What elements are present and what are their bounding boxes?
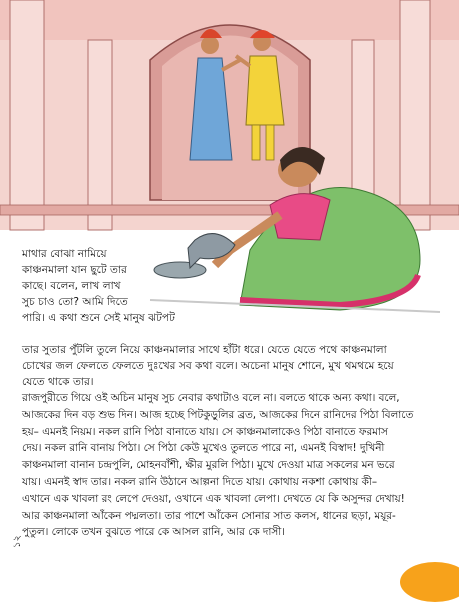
text-line: যায়। এমনই স্বাদ তার। নকল রানি উঠানে আল্পনা দিতে যায়। কোথায় নকশা কোথায় কী– [22, 475, 378, 488]
fish [188, 234, 235, 268]
text-line: চোখের জল ফেলতে ফেলতে দুঃখের সব কথা বলে। অচেনা মানুষ শোনে, মুখ থমথমে হয়ে [22, 360, 394, 372]
column-left-2 [88, 40, 112, 230]
text-line: কাঞ্চনমালা বানান চন্দ্রপুলি, মোহনবাঁশী, ক্ষীর মুরলি পিঠা। মুখে দেওয়া মাত্র সকলের মন ভরে [22, 459, 395, 472]
text-line: আর কাঞ্চনমালা আঁকেন পদ্মলতা। তার পাশে আঁকেন সোনার সাত কলস, ধানের ছড়া, ময়ূর- [22, 509, 396, 522]
text-line: রাজপুরীতে গিয়ে ওই অচিন মানুষ সুচ নেবার কথাটাও বলে না। বলতে থাকে অন্য কথা। বলে, [22, 392, 400, 404]
paragraph-2 [22, 390, 413, 541]
text-line: তার সুতার পুঁটলি তুলে নিয়ে কাঞ্চনমালার সাথে হাঁটা ধরে। যেতে যেতে পথে কাঞ্চনমালা [22, 344, 387, 356]
text-line: যেতে থাকে তার। [22, 376, 94, 388]
corner-decoration [400, 562, 459, 602]
text-line: এখানে এক খাবলা রং লেপে দেওয়া, ওখানে এক খাবলা লেপা। দেখতে যে কি অসুন্দর দেখায়! [22, 492, 405, 505]
text-line: দেয়। নকল রানি বানায় পিঠা। সে পিঠা কেউ মুখেও তুলতে পারে না, এমনই বিস্বাদ! দুখিনী [22, 442, 385, 455]
text-line: কাছে। বলেন, লাখ লাখ [22, 280, 121, 292]
text-line: মাথার বোঝা নামিয়ে [22, 248, 107, 260]
text-line: আজকের দিন বড় শুভ দিন। আজ হচ্ছে পিটকুড়ুলির ব্রত, আজকের দিনে রানিদের পিঠা বিলাতে [22, 408, 414, 421]
text-line: পুতুল। লোকে তখন বুঝতে পারে কে আসল রানি, আর কে দাসী। [22, 526, 285, 539]
column-left [10, 0, 44, 230]
page-number: ১২ [12, 535, 23, 548]
text-line: সুচ চাও তো? আমি দিতে [22, 296, 128, 308]
text-line: পারি। এ কথা শুনে সেই মানুষ ঝটপট [22, 312, 175, 324]
text-line: কাঞ্চনমালা যান ছুটে তার [22, 264, 127, 276]
paragraph-1-continued [22, 342, 394, 390]
paragraph-1-wrapped [22, 246, 175, 326]
column-right [400, 0, 430, 230]
text-line: হয়– এমনই নিয়ম। নকল রানি পিঠা বানাতে যায়। সে কাঞ্চনমালাকেও পিঠা বানাতে ফরমাস [22, 425, 388, 438]
